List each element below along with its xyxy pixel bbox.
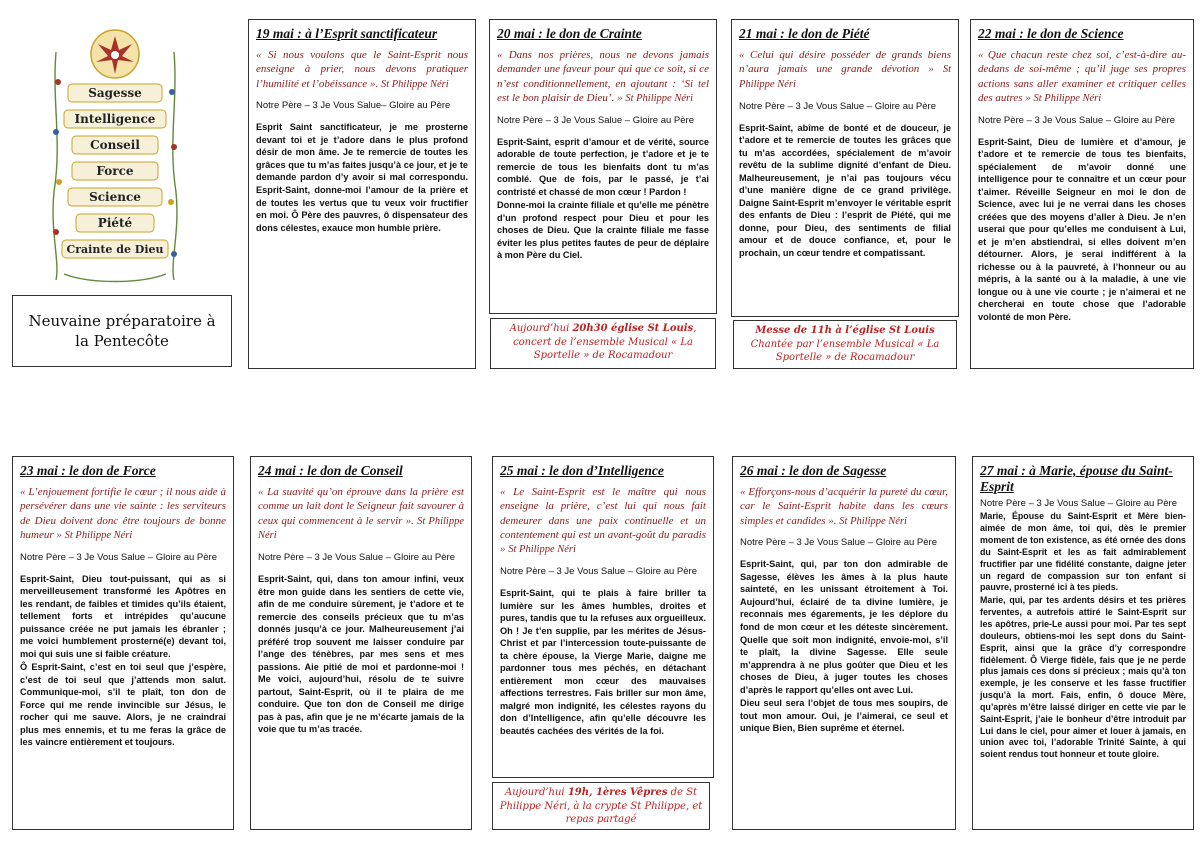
day-prayer: Esprit-Saint, qui, dans ton amour infini, veux être mon guide dans les sentiers de cette vie, afin de me conduire sûrement, je t’adore et te remercie des conseils précieux que tu m’as donnés jusqu’à ce jour. Malheureusement j’ai préféré trop souvent me laisser conduire par l’ange des ténèbres, par mes sens et mes passions. Aie pitié de moi et pardonne-moi ! Me voici, aujourd’hui, résolu de te suivre partout, Saint-Esprit, où il te plaira de me conduire. Que ton don de Conseil me dirige pas à pas, afin que je ne m’écarte jamais de la voie que tu m’as tracée. xyxy=(258,574,464,735)
day-panel-19 xyxy=(248,19,476,369)
day-panel-26 xyxy=(732,456,956,830)
day-prayer: Esprit-Saint, esprit d’amour et de vérité, source adorable de toute perfection, je t’adore et je te remercie de tous les bienfaits dont tu m’as comblé. Que de fois, par le passé, je t’ai contristé et chassé de mon cœur ! Pardon ! Donne-moi la crainte filiale et qu’elle me pénètre d’un profond respect pour Dieu et pour les choses de Dieu. Que la crainte filiale me fasse éviter les plus petites fautes de peur de déplaire à mon Père du Ciel. xyxy=(497,136,709,261)
day-quote: « Celui qui désire posséder de grands biens n’aura jamais une grande dévotion » St Philippe Néri xyxy=(739,49,952,91)
gift-science: Science xyxy=(89,190,141,204)
day-panel-20 xyxy=(489,19,717,314)
gift-intelligence: Intelligence xyxy=(74,112,156,126)
dove-icon xyxy=(91,30,139,78)
day-heading: 22 mai : le don de Science xyxy=(978,26,1124,41)
pater-line: Notre Père – 3 Je Vous Salue – Gloire au Père xyxy=(739,100,936,112)
day-prayer: Esprit Saint sanctificateur, je me prosterne devant toi et je t’adore dans le plus profond désir de mon âme. Je te remercie de toutes les grâces que tu m’as faites jusqu’à ce jour, et je te demande pardon d’y avoir si mal correspondu. Esprit-Saint, donne-moi l’amour de la prière et de toutes les vertus que tu veux voir fructifier en moi. Ô Père des pauvres, ô dispensateur des dons célestes, exauce mon humble prière. xyxy=(256,122,468,233)
day-heading: 23 mai : le don de Force xyxy=(20,463,156,478)
pater-line: Notre Père – 3 Je Vous Salue – Gloire au Père xyxy=(500,566,697,578)
day-heading: 27 mai : à Marie, épouse du Saint-Esprit xyxy=(980,463,1173,495)
day-heading: 20 mai : le don de Crainte xyxy=(497,26,642,41)
gift-piete: Piété xyxy=(97,216,133,230)
day-quote: « Si nous voulons que le Saint-Esprit nous enseigne à prier, nous devons pratiquer l’humilité et l’obéissance ». St Philippe Néri xyxy=(256,49,468,90)
day-heading: 21 mai : le don de Piété xyxy=(739,26,870,41)
day-heading: 25 mai : le don d’Intelligence xyxy=(500,463,664,478)
announce-mass: Messe de 11h à l’église St Louis Chantée par l’ensemble Musical « La Sportelle » de Rocamadour xyxy=(733,320,957,369)
day-prayer: Esprit-Saint, qui te plais à faire briller ta lumière sur les âmes humbles, droites et pures, tandis que tu la refuses aux orgueilleux. Oh ! Je t’en supplie, par les mérites de Jésus-Christ et par l’intercession toute-puissante de ta chère épouse, la Vierge Marie, daigne me pardonner tous mes péchés, en détachant entièrement mon cœur des mauvaises affections terrestres. Fais briller sur mon âme, malgré mon indignité, les célestes rayons du don d’Intelligence, afin qu’elle découvre les beautés cachées des vérités de la foi. xyxy=(500,588,706,736)
day-panel-22 xyxy=(970,19,1194,369)
gift-crainte: Crainte de Dieu xyxy=(66,243,164,256)
day-panel-27 xyxy=(972,456,1194,830)
day-panel-25 xyxy=(492,456,714,778)
pater-line: Notre Père – 3 Je Vous Salue – Gloire au Père xyxy=(978,114,1175,126)
pater-line: Notre Père – 3 Je Vous Salue – Gloire au Père xyxy=(740,537,937,549)
day-quote: « Dans nos prières, nous ne devons jamais demander une faveur pour qui que ce soit, si ce n’est conditionnellement, en ajoutant : ‘Si tel est le bon plaisir de Dieu’. » St Philippe Néri xyxy=(497,49,709,105)
announce-vespers: Aujourd’hui 19h, 1ères Vêpres de St Philippe Néri, à la crypte St Philippe, et repas partagé xyxy=(492,782,710,830)
day-prayer: Esprit-Saint, Dieu de lumière et d’amour, je t’adore et te remercie de tous tes bienfaits, spécialement de m’avoir donné une intelligence pour te connaître et un cœur pour t’aimer. Réveille Seigneur en moi le don de Science, avec lui je ne verrai dans les choses créées que des moyens d’aller à Dieu. Je n’en userai que pour qu’elles me conduisent à Lui, et je m’en abstiendrai, si elles doivent m’en détourner. Alors, je serai indifférent à la richesse ou à la pauvreté, à l’honneur ou au mépris, à la santé ou à la maladie, à une vie longue ou à une vie courte ; je n’aimerai et ne chercherai en toute chose que l’adorable volonté de mon Père. xyxy=(978,136,1186,322)
day-prayer: Marie, Épouse du Saint-Esprit et Mère bien-aimée de mon âme, toi qui, dès le premier moment de ton existence, as été ornée des dons du Saint-Esprit et les as fait admirablement fructifier par une fidélité constante, daigne jeter un regard de compassion sur ton enfant si pauvre, prosterné ici à tes pieds. Marie, qui, par tes ardents désirs et tes prières ferventes, a autrefois attiré le Saint-Esprit sur les apôtres, prie-Le aussi pour moi. Par tes sept douleurs, obtiens-moi les sept dons du Saint-Esprit, ainsi que la grâce d’y correspondre fidèlement. Ô Vierge fidèle, fais que je ne perde plus jamais ces dons si précieux ; mais qu’à ton exemple, je les conserve et les fasse fructifier jusqu’à la mort. Fais, enfin, ô douce Mère, qu’après m’être laissé diriger en cette vie par le Saint-Esprit, j’aie le bonheur d’être introduit par Lui dans le ciel, pour aimer et louer à jamais, en union avec toi, l’adorable Trinité Sainte, à qui soient rendus tout honneur et toute gloire. xyxy=(980,511,1186,760)
gift-conseil: Conseil xyxy=(90,138,140,152)
day-prayer: Esprit-Saint, qui, par ton don admirable de Sagesse, élèves les âmes à la plus haute sainteté, en les unissant étroitement à Toi. Aujourd’hui, éclairé de ta divine lumière, je reconnais mes égarements, je les déplore du fond de mon cœur et les déteste sincèrement. Quelle que soit mon indignité, envoie-moi, s’il te plaît, la divine Sagesse. Elle seule m’apprendra à ne plus goûter que Dieu et les choses de Dieu, à juger toutes les choses d’après le rapport qu’elles ont avec Lui. Dieu seul sera l’objet de tous mes soupirs, de tout mon amour. Oui, je l’aimerai, ce seul et unique Bien, Bien suprême et éternel. xyxy=(740,559,948,734)
gift-force: Force xyxy=(96,164,134,178)
pater-line: Notre Père – 3 Je Vous Salue – Gloire au Père xyxy=(980,498,1177,510)
day-quote: « Efforçons-nous d’acquérir la pureté du cœur, car le Saint-Esprit habite dans les cœurs simples et candides ». St Philippe Néri xyxy=(740,486,948,527)
pater-line: Notre Père – 3 Je Vous Salue – Gloire au Père xyxy=(20,551,217,563)
novena-title-text: Neuvaine préparatoire à la Pentecôte xyxy=(28,311,216,350)
novena-title xyxy=(12,295,232,367)
day-heading: 24 mai : le don de Conseil xyxy=(258,463,403,478)
day-quote: « Que chacun reste chez soi, c’est-à-dire au-dedans de soi-même ; qu’il juge ses propres actions sans aller examiner et critiquer celles des autres » St Philippe Néri xyxy=(978,49,1186,105)
day-quote: « Le Saint-Esprit est le maître qui nous enseigne la prière, c’est lui qui nous fait demeurer dans une paix continuelle et un contentement qui est un avant-goût du paradis » St Philippe Néri xyxy=(500,486,706,556)
announce-concert: Aujourd’hui 20h30 église St Louis, concert de l’ensemble Musical « La Sportelle » de Rocamadour xyxy=(490,318,716,369)
cover-illustration xyxy=(50,22,180,284)
gift-sagesse: Sagesse xyxy=(88,86,142,100)
day-prayer: Esprit-Saint, Dieu tout-puissant, qui as si merveilleusement transformé les Apôtres en les rendant, de faibles et timides qu’ils étaient, tellement forts et intrépides qu’aucune puissance créée ne put jamais les ébranler ; me voici humblement prosterné(e) devant toi, moi qui suis une si faible créature. Ô Esprit-Saint, c’est en toi seul que j’espère, c’est de toi seul que j’attends mon salut. Communique-moi, s’il te plaît, ton don de Force qui me rende invincible sur Jésus, le rocher qui me sauve. Alors, je ne craindrai plus mes ennemis, et tu me feras la grâce de les vaincre entièrement et toujours. xyxy=(20,573,226,748)
day-panel-23 xyxy=(12,456,234,830)
pater-line: Notre Père – 3 Je Vous Salue – Gloire au Père xyxy=(258,552,455,564)
gifts-illuminated-page xyxy=(50,22,180,284)
day-heading: 19 mai : à l’Esprit sanctificateur xyxy=(256,26,438,41)
day-panel-21 xyxy=(731,19,959,317)
day-panel-24 xyxy=(250,456,472,830)
day-prayer: Esprit-Saint, abîme de bonté et de douceur, je t’adore et te remercie de toutes les grâces que tu m’as accordées, spécialement de m’avoir revêtu de la sublime dignité d’enfant de Dieu. Malheureusement, je n’ai pas toujours vécu d’une manière digne de ce grand privilège. Daigne Saint-Esprit m’envoyer le véritable esprit des enfants de Dieu : l’esprit de Piété, qui me donne, pour Dieu, des sentiments de filial amour et de douce confiance, et, pour le prochain, un cœur tendre et compatissant. xyxy=(739,122,951,258)
day-heading: 26 mai : le don de Sagesse xyxy=(740,463,887,478)
pater-line: Notre Père – 3 Je Vous Salue– Gloire au Père xyxy=(256,100,451,112)
day-quote: « L’enjouement fortifie le cœur ; il nous aide à persévérer dans une vie sainte : les serviteurs de Dieu doivent donc être toujours de bonne humeur » St Philippe Néri xyxy=(20,486,226,542)
day-quote: « La suavité qu’on éprouve dans la prière est comme un lait dont le Seigneur fait savourer à ceux qui commencent à le servir ». St Philippe Néri xyxy=(258,486,465,542)
pater-line: Notre Père – 3 Je Vous Salue – Gloire au Père xyxy=(497,114,694,126)
